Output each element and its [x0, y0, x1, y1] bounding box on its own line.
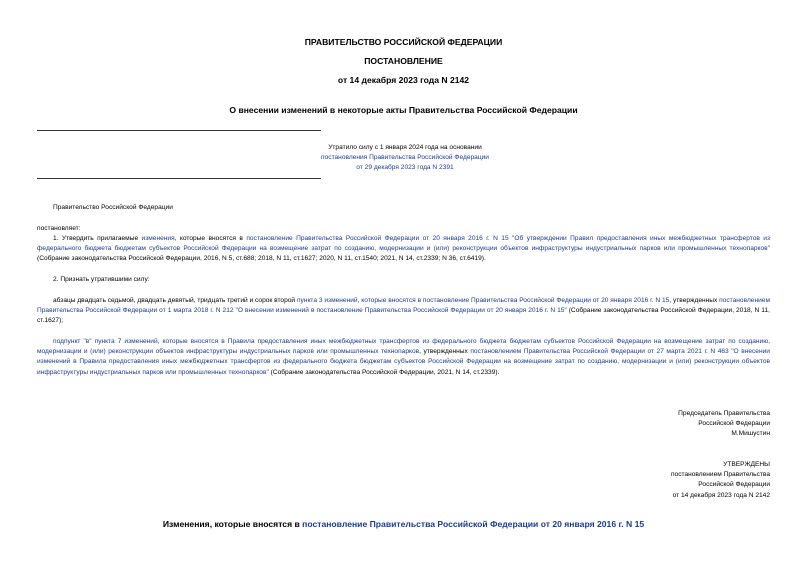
intro-paragraph: Правительство Российской Федерации: [53, 204, 173, 211]
item-1-paragraph: 1. Утвердить прилагаемые изменения, которые вносятся в постановление Правительства Российской Федерации от 20 января 2016 г. N 15 "Об утверждении Правил предоставления иных межбюджетных трансфертов из федерального бюджета бюджетам субъектов Российской Федерации на возмещение затрат по созданию, модернизации и (или) реконструкции объектов инфраструктуры индустриальных парков или промышленных технопарков" (Собрание законодательства Российской Федерации, 2016, N 5, ст.688; 2018, N 11, ст.1627; 2020, N 11, ст.1540; 2021, N 14, ст.2339; N 36, ст.6419).: [37, 235, 771, 263]
decree-word: постановляет:: [37, 225, 81, 232]
divider-top: [37, 130, 321, 131]
repealed-paragraphs-b: подпункт "в" пункта 7 изменений, которые вносятся в Правила предоставления иных межбюджетных трансфертов из федерального бюджета бюджетам субъектов Российской Федерации на возмещение затрат по созданию, модернизации и (или) реконструкции объектов инфраструктуры индустриальных парков или промышленных технопарков, утвержденных постановлением Правительства Российской Федерации от 27 марта 2021 г. N 463 "О внесении изменений в Правила предоставления иных межбюджетных трансфертов из федерального бюджета бюджетам субъектов Российской Федерации на возмещение затрат по созданию, модернизации и (или) реконструкции объектов инфраструктуры индустриальных парков или промышленных технопарков" (Собрание законодательства Российской Федерации, 2021, N 14, ст.2339).: [37, 338, 770, 376]
subpoint-v-point-7-link[interactable]: подпункт "в" пункта 7 изменений, которые вносятся в Правила предоставления иных межбюджетных трансфертов из федерального бюджета бюджетам субъектов Российской Федерации на возмещение затрат по созданию, модернизации и (или) реконструкции объектов инфраструктуры индустриальных парков или промышленных технопарков: [37, 338, 770, 356]
signatory-position: Председатель Правительства: [678, 410, 770, 417]
changes-heading-decree-link[interactable]: постановление Правительства Российской Федерации от 20 января 2016 г. N 15: [302, 519, 645, 529]
document-date-number: от 14 декабря 2023 года N 2142: [337, 75, 470, 85]
point-3-changes-link[interactable]: пункта 3 изменений, которые вносятся в постановление Правительства Российской Федерации от 20 января 2016 г. N 15: [296, 297, 670, 304]
repeal-decree-date-link[interactable]: от 29 декабря 2023 года N 2391: [356, 164, 454, 171]
approval-line-2: постановлением Правительства: [670, 471, 770, 479]
status-note: [250, 143, 560, 173]
document-type: ПОСТАНОВЛЕНИЕ: [364, 56, 443, 66]
signatory-name: М.Мишустин: [731, 430, 770, 438]
changes-heading: Изменения, которые вносятся в постановление Правительства Российской Федерации от 20 января 2016 г. N 15: [162, 519, 645, 529]
signatory-organization: Российской Федерации: [698, 420, 770, 428]
approval-date: от 14 декабря 2023 года N 2142: [672, 491, 770, 499]
approval-heading: УТВЕРЖДЕНЫ: [723, 461, 770, 468]
divider-bottom: [37, 178, 321, 179]
repeal-decree-link[interactable]: постановления Правительства Российской Федерации: [321, 154, 489, 161]
signature-block: [678, 409, 770, 440]
approval-line-3: Российской Федерации: [698, 481, 770, 489]
item-2-paragraph: 2. Признать утратившими силу:: [53, 276, 150, 283]
repealed-paragraphs-a: абзацы двадцать седьмой, двадцать девятый, тридцать третий и сорок второй пункта 3 изменений, которые вносятся в постановление Правительства Российской Федерации от 20 января 2016 г. N 15, утвержденных постановлением Правительства Российской Федерации от 1 марта 2018 г. N 212 "О внесении изменений в постановление Правительства Российской Федерации от 20 января 2016 г. N 15" (Собрание законодательства Российской Федерации, 2018, N 11, ст.1627);: [37, 297, 770, 325]
approval-block: [671, 460, 770, 501]
decree-15-link[interactable]: постановление Правительства Российской Федерации от 20 января 2016 г. N 15 "Об утверждении Правил предоставления иных межбюджетных трансфертов из федерального бюджета бюджетам субъектов Российской Федерации на возмещение затрат по созданию, модернизации и (или) реконструкции объектов инфраструктуры индустриальных парков или промышленных технопарков": [37, 235, 771, 253]
changes-link[interactable]: изменения: [141, 235, 175, 242]
status-note-text: Утратило силу с 1 января 2024 года на основании: [328, 144, 482, 151]
document-title: О внесении изменений в некоторые акты Правительства Российской Федерации: [229, 105, 578, 115]
decree-463-link[interactable]: постановлением Правительства Российской Федерации от 27 марта 2021 г. N 463 "О внесении изменений в Правила предоставления иных межбюджетных трансфертов из федерального бюджета бюджетам субъектов Российской Федерации на возмещение затрат по созданию, модернизации и (или) реконструкции объектов инфраструктуры индустриальных парков или промышленных технопарков": [37, 348, 770, 376]
decree-212-link[interactable]: постановлением Правительства Российской Федерации от 1 марта 2018 г. N 212 "О внесении изменений в постановление Правительства Российской Федерации от 20 января 2016 г. N 15": [37, 297, 770, 315]
government-name: ПРАВИТЕЛЬСТВО РОССИЙСКОЙ ФЕДЕРАЦИИ: [304, 37, 503, 47]
